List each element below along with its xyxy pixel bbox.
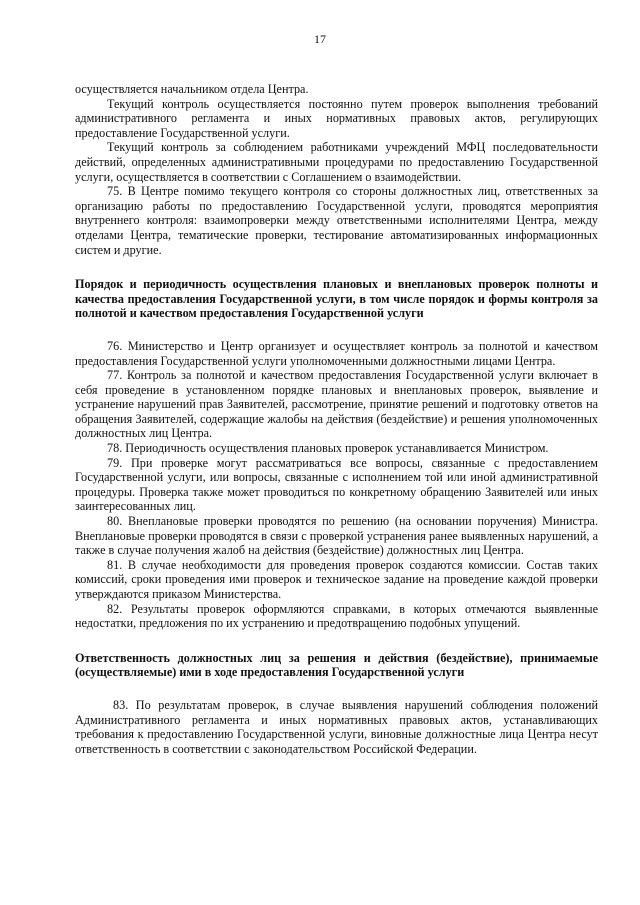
spacer	[75, 257, 598, 277]
paragraph-83: 83. По результатам проверок, в случае выявления нарушений соблюдения положений Административного регламента и иных нормативных правовых актов, устанавливающих требования к предоставлению Государственной услуги, виновные должностные лица Центра несут ответственность в соответствии с законодательством Российской Федерации.	[75, 697, 598, 756]
page-number: 17	[314, 32, 326, 46]
paragraph: осуществляется начальником отдела Центра.	[75, 82, 309, 96]
paragraph-79: 79. При проверке могут рассматриваться все вопросы, связанные с предоставлением Государственной услуги, или вопросы, связанные с исполнением той или иной административной процедуры. Проверка также может проводиться по конкретному обращению Заявителей или иных заинтересованных лиц.	[75, 455, 598, 514]
spacer	[75, 680, 598, 698]
paragraph-81: 81. В случае необходимости для проведения проверок создаются комиссии. Состав таких комиссий, сроки проведения ими проверок и техническое задание на проведение каждой проверки утверждаются приказом Министерства.	[75, 557, 598, 601]
spacer	[75, 321, 598, 339]
section-heading-inspections: Порядок и периодичность осуществления плановых и внеплановых проверок полноты и качества предоставления Государственной услуги, в том числе порядок и формы контроля за полнотой и качеством предоставления Государственной услуги	[75, 277, 598, 321]
paragraph-82: 82. Результаты проверок оформляются справками, в которых отмечаются выявленные недостатки, предложения по их устранению и предотвращению подобных упущений.	[75, 601, 598, 631]
spacer	[75, 631, 598, 651]
paragraph-77: 77. Контроль за полнотой и качеством предоставления Государственной услуги включает в себя проведение в установленном порядке плановых и внеплановых проверок, выявление и устранение нарушений прав Заявителей, рассмотрение, принятие решений и подготовку ответов на обращения Заявителей, содержащие жалобы на действия (бездействие) и решения уполномоченных должностных лиц Центра.	[75, 368, 598, 441]
paragraph-78: 78. Периодичность осуществления плановых проверок устанавливается Министром.	[107, 441, 549, 456]
document-body	[75, 82, 598, 756]
section-heading-responsibility: Ответственность должностных лиц за решения и действия (бездействие), принимаемые (осуществляемые) ими в ходе предоставления Государственной услуги	[75, 650, 598, 680]
paragraph-75: 75. В Центре помимо текущего контроля со стороны должностных лиц, ответственных за организацию работы по предоставлению Государственной услуги, проводятся мероприятия внутреннего контроля: взаимопроверки между ответственными исполнителями Центра, между отделами Центра, тематические проверки, тестирование автоматизированных информационных систем и другие.	[75, 184, 598, 257]
paragraph-80: 80. Внеплановые проверки проводятся по решению (на основании поручения) Министра. Внеплановые проверки проводятся в связи с проверкой устранения ранее выявленных нарушений, а также в случае получения жалоб на действия (бездействие) должностных лиц Центра.	[75, 514, 598, 558]
paragraph: Текущий контроль за соблюдением работниками учреждений МФЦ последовательности действий, определенных административными процедурами по предоставлению Государственной услуги, осуществляется в соответствии с Соглашением о взаимодействии.	[75, 140, 598, 184]
paragraph-76: 76. Министерство и Центр организует и осуществляет контроль за полнотой и качеством предоставления Государственной услуги уполномоченными должностными лицами Центра.	[75, 338, 598, 368]
paragraph: Текущий контроль осуществляется постоянно путем проверок выполнения требований административного регламента и иных нормативных правовых актов, регулирующих предоставление Государственной услуги.	[75, 96, 598, 140]
